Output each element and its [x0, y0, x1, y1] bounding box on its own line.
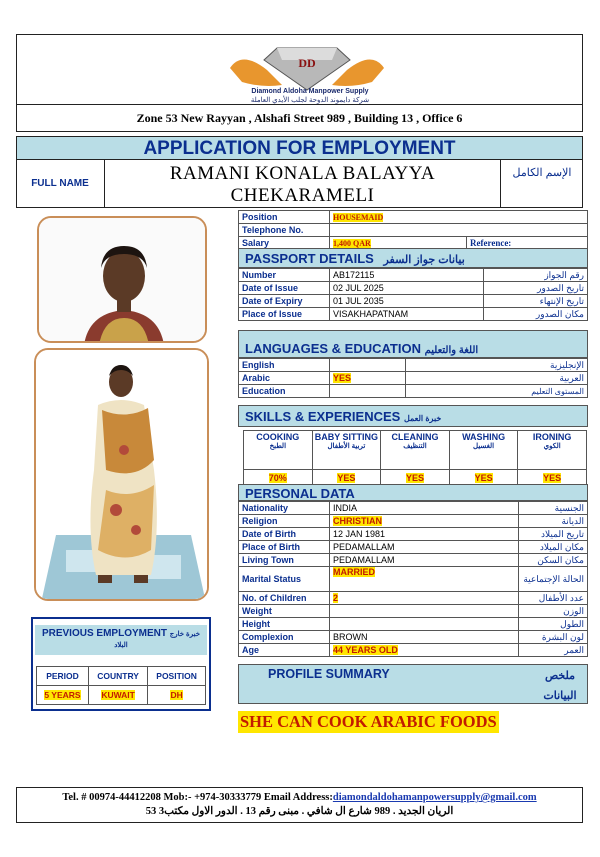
skill-value-cooking: 70%: [268, 473, 287, 483]
issue-date-label: Date of Issue: [239, 282, 330, 295]
skill-header-baby-sitting: [312, 431, 381, 470]
english-label: English: [239, 359, 330, 372]
table-row: [239, 541, 588, 554]
table-row: [239, 372, 588, 385]
skill-header-cooking: [244, 431, 313, 470]
personal-value: 44 YEARS OLD: [333, 644, 398, 655]
personal-label: Date of Birth: [239, 528, 330, 541]
issue-place-value: VISAKHAPATNAM: [330, 308, 484, 321]
skill-name-ar: الغسيل: [473, 443, 495, 450]
personal-label-ar: الديانة: [519, 515, 588, 528]
table-row: [239, 528, 588, 541]
position-value: HOUSEMAID: [333, 212, 384, 222]
skill-header-ironing: [518, 431, 587, 470]
footer-contact-line: [17, 791, 582, 805]
skill-name-ar: الكوي: [543, 443, 561, 450]
personal-label: Living Town: [239, 554, 330, 567]
country-cell: [88, 686, 147, 705]
telephone-label: Telephone No.: [239, 224, 330, 237]
expiry-date-label-ar: تاريخ الإنتهاء: [484, 295, 588, 308]
skill-name: IRONING: [532, 432, 572, 442]
arabic-value: YES: [333, 372, 352, 383]
telephone-value: [330, 224, 588, 237]
personal-label: Weight: [239, 605, 330, 618]
previous-employment-header: [35, 625, 207, 655]
personal-label-ar: الجنسية: [519, 502, 588, 515]
personal-value-cell: [330, 631, 519, 644]
salary-value: 1,400 QAR: [333, 238, 371, 248]
company-name-ar: شركة دايموند الدوحة لجلب الأيدي العاملة: [250, 97, 370, 104]
personal-value: BROWN: [333, 631, 368, 642]
arabic-label-ar: العربية: [406, 372, 588, 385]
personal-value-cell: [330, 502, 519, 515]
skill-name-ar: تربية الأطفال: [327, 443, 366, 450]
page-title: APPLICATION FOR EMPLOYMENT: [16, 136, 583, 160]
personal-label-ar: الحالة الإجتماعية: [519, 567, 588, 592]
table-row: [239, 631, 588, 644]
table-row: [239, 502, 588, 515]
personal-label: Nationality: [239, 502, 330, 515]
position-cell: [330, 211, 588, 224]
personal-value: PEDAMALLAM: [333, 541, 395, 552]
personal-label: Age: [239, 644, 330, 657]
personal-label: Religion: [239, 515, 330, 528]
skill-name: COOKING: [256, 432, 300, 442]
languages-table: [238, 358, 588, 398]
table-row: [239, 269, 588, 282]
personal-value-cell: [330, 528, 519, 541]
reference-label: Reference:: [467, 237, 588, 250]
company-address: Zone 53 New Rayyan , Alshafi Street 989 , Building 13 , Office 6: [16, 104, 583, 132]
passport-section-header: [238, 248, 588, 268]
salary-label: Salary: [239, 237, 330, 250]
personal-label-ar: الوزن: [519, 605, 588, 618]
personal-label: Height: [239, 618, 330, 631]
footer-phones: Tel. # 00974-44412208 Mob:- +974-30333779 Email Address:: [62, 792, 333, 803]
personal-value-cell: [330, 644, 519, 657]
english-value: [330, 359, 406, 372]
education-label-ar: المستوى التعليم: [406, 385, 588, 398]
footer: [16, 787, 583, 823]
personal-label: No. of Children: [239, 592, 330, 605]
education-label: Education: [239, 385, 330, 398]
previous-employment-table: [36, 666, 206, 705]
personal-value-cell: [330, 541, 519, 554]
issue-place-label-ar: مكان الصدور: [484, 308, 588, 321]
cooking-note: SHE CAN COOK ARABIC FOODS: [240, 712, 497, 731]
skill-header-cleaning: [381, 431, 450, 470]
previous-employment-title: PREVIOUS EMPLOYMENT: [41, 628, 167, 639]
skill-value-cleaning: YES: [405, 473, 424, 483]
table-row: [239, 644, 588, 657]
table-row: [239, 385, 588, 398]
footer-email-link[interactable]: diamondaldohamanpowersupply@gmail.com: [332, 792, 537, 803]
personal-title: PERSONAL DATA: [245, 486, 355, 501]
country-value: KUWAIT: [101, 690, 135, 700]
skill-value-washing: YES: [474, 473, 493, 483]
expiry-date-value: 01 JUL 2035: [330, 295, 484, 308]
table-row: [239, 567, 588, 592]
skills-title-ar: خبرة العمل: [403, 414, 442, 423]
education-value: [330, 385, 406, 398]
passport-table: [238, 268, 588, 321]
personal-label-ar: مكان الميلاد: [519, 541, 588, 554]
personal-value: INDIA: [333, 502, 358, 513]
skill-name: BABY SITTING: [314, 432, 379, 442]
personal-table: [238, 501, 588, 657]
arabic-cell: [330, 372, 406, 385]
passport-number-value: AB172115: [330, 269, 484, 282]
table-row: [239, 515, 588, 528]
skill-name-ar: الطبخ: [269, 443, 287, 450]
personal-section-header: [238, 484, 588, 501]
passport-title: PASSPORT DETAILS: [245, 251, 374, 266]
arabic-label: Arabic: [239, 372, 330, 385]
issue-date-label-ar: تاريخ الصدور: [484, 282, 588, 295]
basic-info-table: [238, 210, 588, 250]
table-row: [239, 618, 588, 631]
personal-label-ar: العمر: [519, 644, 588, 657]
english-label-ar: الإنجليزية: [406, 359, 588, 372]
personal-label-ar: عدد الأطفال: [519, 592, 588, 605]
table-row: [239, 308, 588, 321]
skills-title: SKILLS & EXPERIENCES: [245, 409, 401, 424]
issue-date-value: 02 JUL 2025: [330, 282, 484, 295]
skill-name: CLEANING: [391, 432, 439, 442]
profile-summary-title: PROFILE SUMMARY: [268, 667, 390, 681]
languages-title-ar: اللغة والتعليم: [424, 345, 479, 356]
country-header: COUNTRY: [88, 667, 147, 686]
personal-value: 2: [333, 592, 339, 603]
table-row: [239, 295, 588, 308]
position-header: POSITION: [148, 667, 206, 686]
skills-section-header: [238, 405, 588, 427]
skill-value-baby-sitting: YES: [337, 473, 356, 483]
passport-title-ar: بيانات جواز السفر: [383, 254, 465, 266]
profile-summary-title-ar: ملخص البيانات: [543, 670, 577, 702]
period-value: 5 YEARS: [44, 690, 81, 700]
personal-value-cell: [330, 567, 519, 592]
personal-value: CHRISTIAN: [333, 515, 382, 526]
personal-label-ar: لون البشرة: [519, 631, 588, 644]
personal-value-cell: [330, 618, 519, 631]
skill-name-ar: التنظيف: [403, 443, 427, 450]
personal-value: MARRIED: [333, 567, 375, 577]
portrait-photo: [37, 216, 207, 343]
company-name-en: Diamond Aldoha Manpower Supply: [251, 88, 369, 95]
skill-header-washing: [449, 431, 518, 470]
period-cell: [37, 686, 89, 705]
position-label: Position: [239, 211, 330, 224]
table-row: [239, 359, 588, 372]
passport-number-label: Number: [239, 269, 330, 282]
personal-label: Complexion: [239, 631, 330, 644]
full-name-label: FULL NAME: [16, 160, 105, 208]
personal-label-ar: تاريخ الميلاد: [519, 528, 588, 541]
personal-value-cell: [330, 592, 519, 605]
table-row: [239, 605, 588, 618]
personal-value-cell: [330, 515, 519, 528]
previous-employment-title-ar: خبرة خارج البلاد: [114, 631, 201, 649]
passport-number-label-ar: رقم الجواز: [484, 269, 588, 282]
personal-value: PEDAMALLAM: [333, 554, 395, 565]
prev-position-value: DH: [170, 690, 183, 700]
issue-place-label: Place of Issue: [239, 308, 330, 321]
full-name-value: RAMANI KONALA BALAYYA CHEKARAMELI: [169, 163, 436, 206]
skill-value-ironing: YES: [543, 473, 562, 483]
period-header: PERIOD: [37, 667, 89, 686]
personal-label-ar: مكان السكن: [519, 554, 588, 567]
personal-value-cell: [330, 605, 519, 618]
skills-table: [243, 430, 587, 487]
prev-position-cell: [148, 686, 206, 705]
personal-value-cell: [330, 554, 519, 567]
personal-label: Place of Birth: [239, 541, 330, 554]
full-name-label-ar: الإسم الكامل: [500, 160, 583, 208]
full-body-photo: [34, 348, 209, 601]
languages-section-header: [238, 330, 588, 358]
table-row: [239, 282, 588, 295]
footer-address-ar: 53 الريان الجديد . 989 شارع ال شافي . مبنى رقم 13 . الدور الاول مكتب3: [145, 806, 454, 817]
table-row: [239, 554, 588, 567]
personal-value: 12 JAN 1981: [333, 528, 386, 539]
skill-name: WASHING: [462, 432, 506, 442]
personal-label-ar: الطول: [519, 618, 588, 631]
languages-title: LANGUAGES & EDUCATION: [245, 341, 421, 356]
personal-label: Marital Status: [239, 567, 330, 592]
logo-monogram: DD: [298, 56, 316, 70]
table-row: [239, 592, 588, 605]
expiry-date-label: Date of Expiry: [239, 295, 330, 308]
